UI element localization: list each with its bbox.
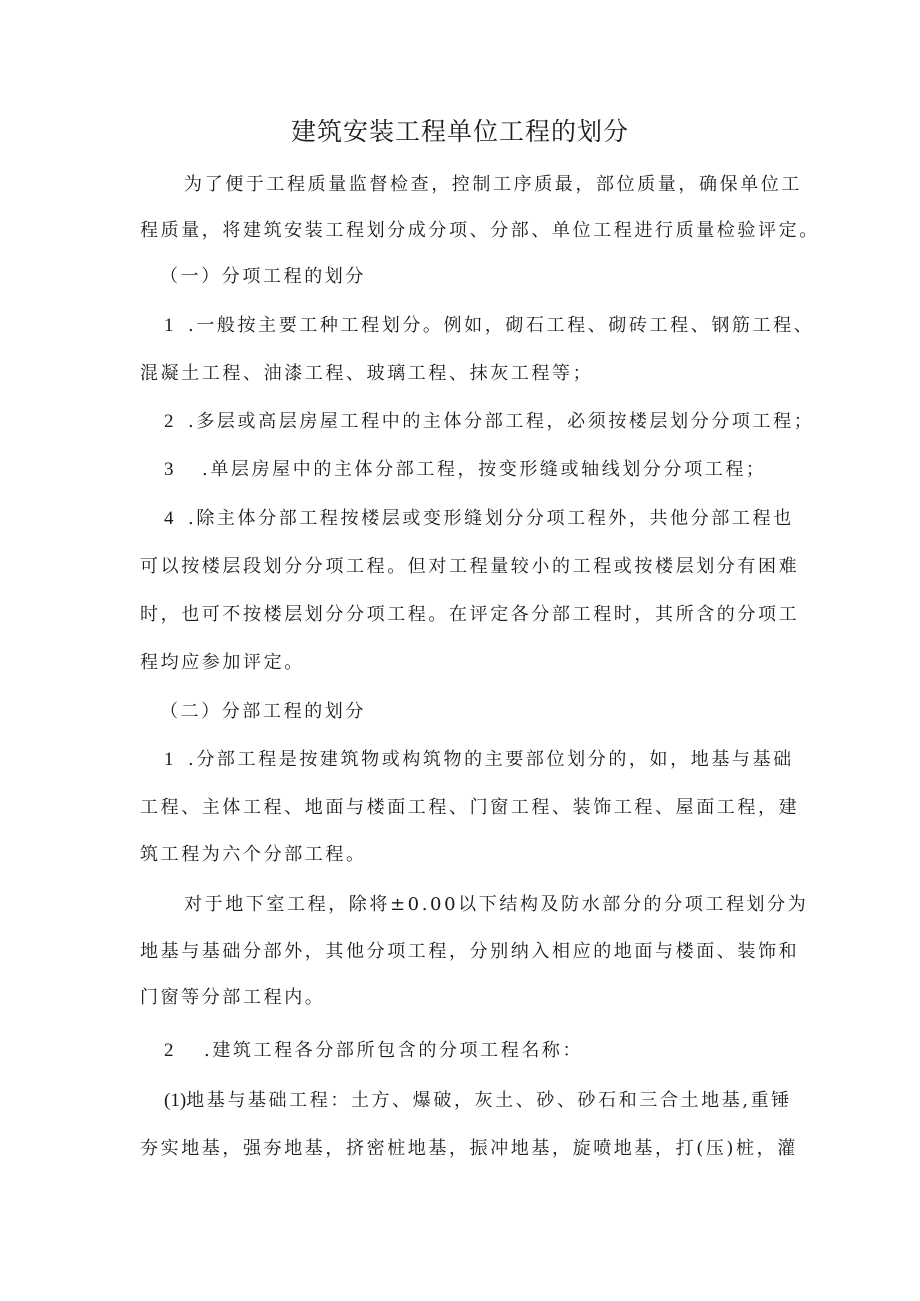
list-number: 2 — [164, 1040, 174, 1061]
line-text: 地基与基础分部外，其他分项工程，分别纳入相应的地面与楼面、装饰和 — [140, 941, 800, 962]
paragraph-line — [140, 359, 593, 389]
line-text: （二）分部工程的划分 — [160, 701, 366, 722]
line-text: 混凝土工程、油漆工程、玻璃工程、抹灰工程等； — [140, 363, 594, 384]
line-text: 程质量，将建筑安装工程划分成分项、分部、单位工程进行质量检验评定。 — [140, 220, 820, 241]
list-item — [164, 455, 767, 485]
paragraph-line — [140, 600, 799, 630]
list-item — [164, 745, 794, 775]
paragraph-line — [140, 983, 325, 1013]
list-number: 2 — [164, 411, 174, 432]
list-item — [164, 1086, 792, 1116]
list-item — [164, 504, 794, 534]
line-text: .单层房屋中的主体分部工程，按变形缝或轴线划分分项工程； — [202, 459, 767, 480]
line-text: 夯实地基，强夯地基，挤密桩地基，振冲地基，旋喷地基，打(压)桩，灌 — [140, 1138, 798, 1159]
paragraph-line — [140, 648, 305, 678]
line-text: （一）分项工程的划分 — [160, 266, 366, 287]
line-text: 程均应参加评定。 — [140, 652, 305, 673]
list-number: 3 — [164, 459, 174, 480]
line-text: .分部工程是按建筑物或构筑物的主要部位划分的，如，地基与基础 — [188, 749, 794, 770]
line-text: .一般按主要工种工程划分。例如，砌石工程、砌砖工程、钢筋工程、 — [188, 315, 815, 336]
section-heading — [160, 697, 366, 727]
paragraph-line — [140, 793, 799, 823]
list-item — [164, 311, 814, 341]
paragraph-line — [184, 890, 808, 920]
line-text: 门窗等分部工程内。 — [140, 987, 326, 1008]
paragraph-line — [140, 552, 799, 582]
list-number: (1) — [164, 1090, 187, 1111]
line-text: 为了便于工程质量监督检查，控制工序质最，部位质量，确保单位工 — [184, 174, 802, 195]
line-text: 可以按楼层段划分分项工程。但对工程量较小的工程或按楼层划分有困难 — [140, 556, 800, 577]
line-text: .建筑工程各分部所包含的分项工程名称： — [204, 1040, 584, 1061]
section-heading — [160, 262, 366, 292]
line-text: .除主体分部工程按楼层或变形缝划分分项工程外，共他分部工程也 — [188, 508, 794, 529]
line-text: 时，也可不按楼层划分分项工程。在评定各分部工程时，其所含的分项工 — [140, 604, 800, 625]
document-title: 建筑安装工程单位工程的划分 — [290, 117, 629, 146]
line-text: 地基与基础工程：土方、爆破，灰土、砂、砂石和三合土地基,重锤 — [186, 1090, 792, 1111]
line-text: 对于地下室工程，除将±0.00以下结构及防水部分的分项工程划分为 — [184, 894, 809, 915]
paragraph-line — [140, 216, 820, 246]
list-number: 4 — [164, 508, 174, 529]
paragraph-line — [184, 170, 802, 200]
line-text: 工程、主体工程、地面与楼面工程、门窗工程、装饰工程、屋面工程，建 — [140, 797, 800, 818]
line-text: .多层或高层房屋工程中的主体分部工程，必须按楼层划分分项工程； — [188, 411, 815, 432]
paragraph-line — [140, 1134, 798, 1164]
line-text: 筑工程为六个分部工程。 — [140, 844, 367, 865]
list-number: 1 — [164, 315, 174, 336]
list-number: 1 — [164, 749, 174, 770]
paragraph-line — [140, 840, 367, 870]
list-item — [164, 407, 814, 437]
list-item — [164, 1036, 583, 1066]
paragraph-line — [140, 937, 799, 967]
